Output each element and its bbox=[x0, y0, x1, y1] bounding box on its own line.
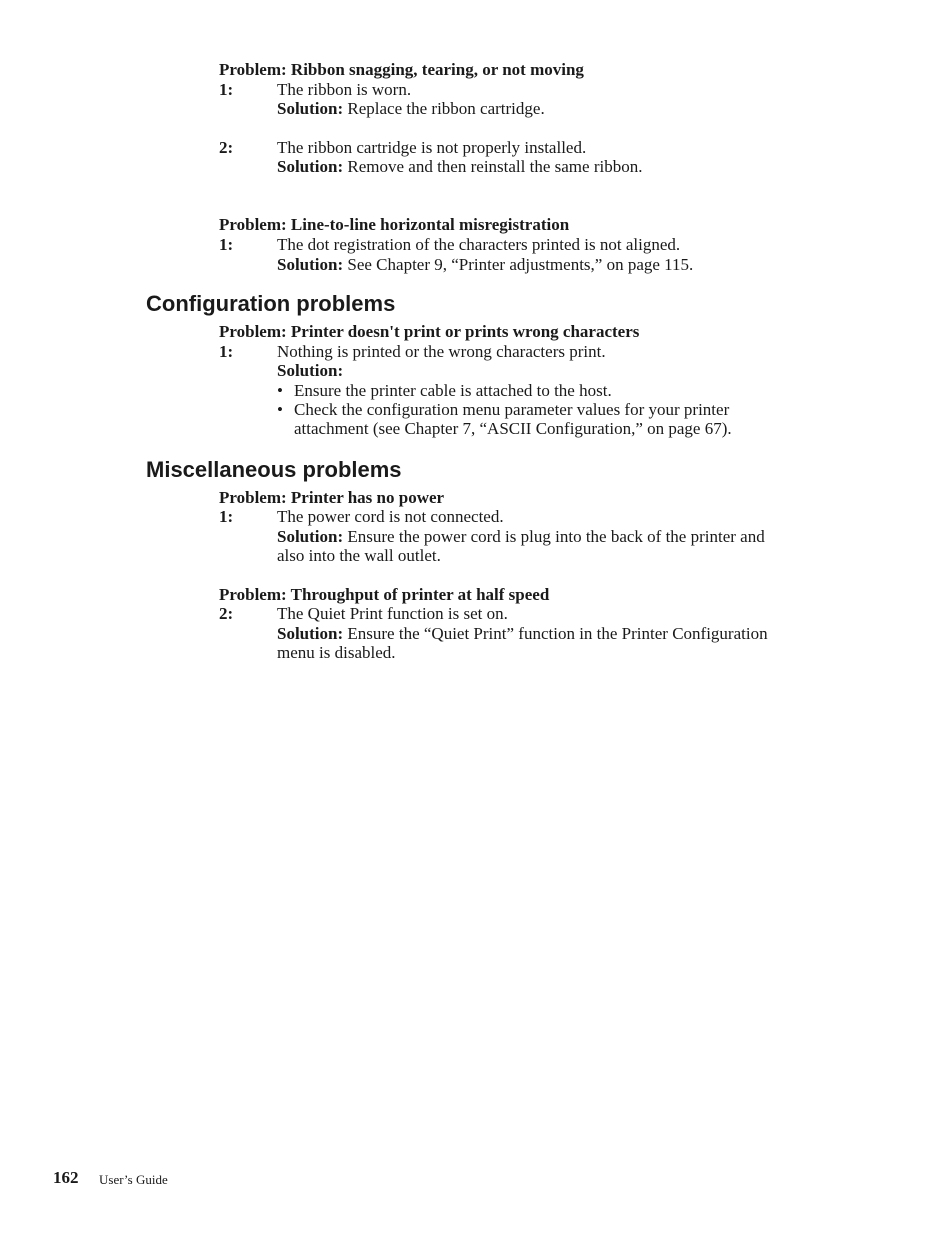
bullet-text: Ensure the printer cable is attached to the host. bbox=[294, 381, 612, 400]
item-number: 1: bbox=[219, 342, 234, 361]
cause-text: Nothing is printed or the wrong characters print. bbox=[277, 342, 606, 361]
cause-text: The ribbon is worn. bbox=[277, 80, 412, 99]
solution-label: Solution: bbox=[277, 99, 344, 118]
problem-label: Problem: bbox=[219, 322, 287, 341]
solution-line bbox=[277, 527, 765, 547]
problem-title-misregistration bbox=[219, 215, 569, 235]
solution-label: Solution: bbox=[277, 361, 344, 380]
solution-label: Solution: bbox=[277, 527, 344, 546]
problem-text: Printer doesn't print or prints wrong characters bbox=[290, 322, 640, 341]
cause-text: The power cord is not connected. bbox=[277, 507, 504, 526]
problem-title-ribbon bbox=[219, 60, 584, 80]
bullet-marker: • bbox=[277, 400, 283, 419]
item-number: 1: bbox=[219, 507, 234, 526]
problem-text: Line-to-line horizontal misregistration bbox=[290, 215, 570, 234]
problem-text: Ribbon snagging, tearing, or not moving bbox=[290, 60, 584, 79]
solution-text: Replace the ribbon cartridge. bbox=[347, 99, 545, 118]
problem-label: Problem: bbox=[219, 488, 287, 507]
bullet-text-continuation: attachment (see Chapter 7, “ASCII Configuration,” on page 67). bbox=[294, 419, 732, 438]
solution-text: Remove and then reinstall the same ribbon. bbox=[347, 157, 643, 176]
problem-title-speed bbox=[219, 585, 549, 605]
page-number: 162 bbox=[53, 1168, 79, 1187]
item-number: 1: bbox=[219, 235, 234, 254]
solution-label: Solution: bbox=[277, 157, 344, 176]
solution-text: See Chapter 9, “Printer adjustments,” on page 115. bbox=[347, 255, 694, 274]
solution-line bbox=[277, 157, 642, 177]
problem-label: Problem: bbox=[219, 585, 287, 604]
problem-text: Throughput of printer at half speed bbox=[290, 585, 550, 604]
solution-label: Solution: bbox=[277, 255, 344, 274]
item-number: 2: bbox=[219, 604, 234, 623]
bullet-text: Check the configuration menu parameter values for your printer bbox=[294, 400, 730, 419]
problem-title-power bbox=[219, 488, 444, 508]
solution-line bbox=[277, 255, 693, 275]
solution-label: Solution: bbox=[277, 624, 344, 643]
problem-label: Problem: bbox=[219, 215, 287, 234]
item-number: 1: bbox=[219, 80, 234, 99]
footer-title: User’s Guide bbox=[99, 1172, 168, 1187]
item-number: 2: bbox=[219, 138, 234, 157]
problem-label: Problem: bbox=[219, 60, 287, 79]
solution-text-continuation: menu is disabled. bbox=[277, 643, 396, 662]
problem-text: Printer has no power bbox=[290, 488, 445, 507]
problem-title-config bbox=[219, 322, 639, 342]
section-heading-miscellaneous: Miscellaneous problems bbox=[146, 457, 402, 482]
bullet-marker: • bbox=[277, 381, 283, 400]
solution-text-continuation: also into the wall outlet. bbox=[277, 546, 441, 565]
cause-text: The Quiet Print function is set on. bbox=[277, 604, 508, 623]
solution-text: Ensure the “Quiet Print” function in the Printer Configuration bbox=[347, 624, 768, 643]
section-heading-configuration: Configuration problems bbox=[146, 291, 396, 316]
solution-line bbox=[277, 624, 768, 644]
cause-text: The ribbon cartridge is not properly installed. bbox=[277, 138, 587, 157]
cause-text: The dot registration of the characters printed is not aligned. bbox=[277, 235, 681, 254]
solution-line bbox=[277, 99, 545, 119]
solution-text: Ensure the power cord is plug into the back of the printer and bbox=[347, 527, 765, 546]
